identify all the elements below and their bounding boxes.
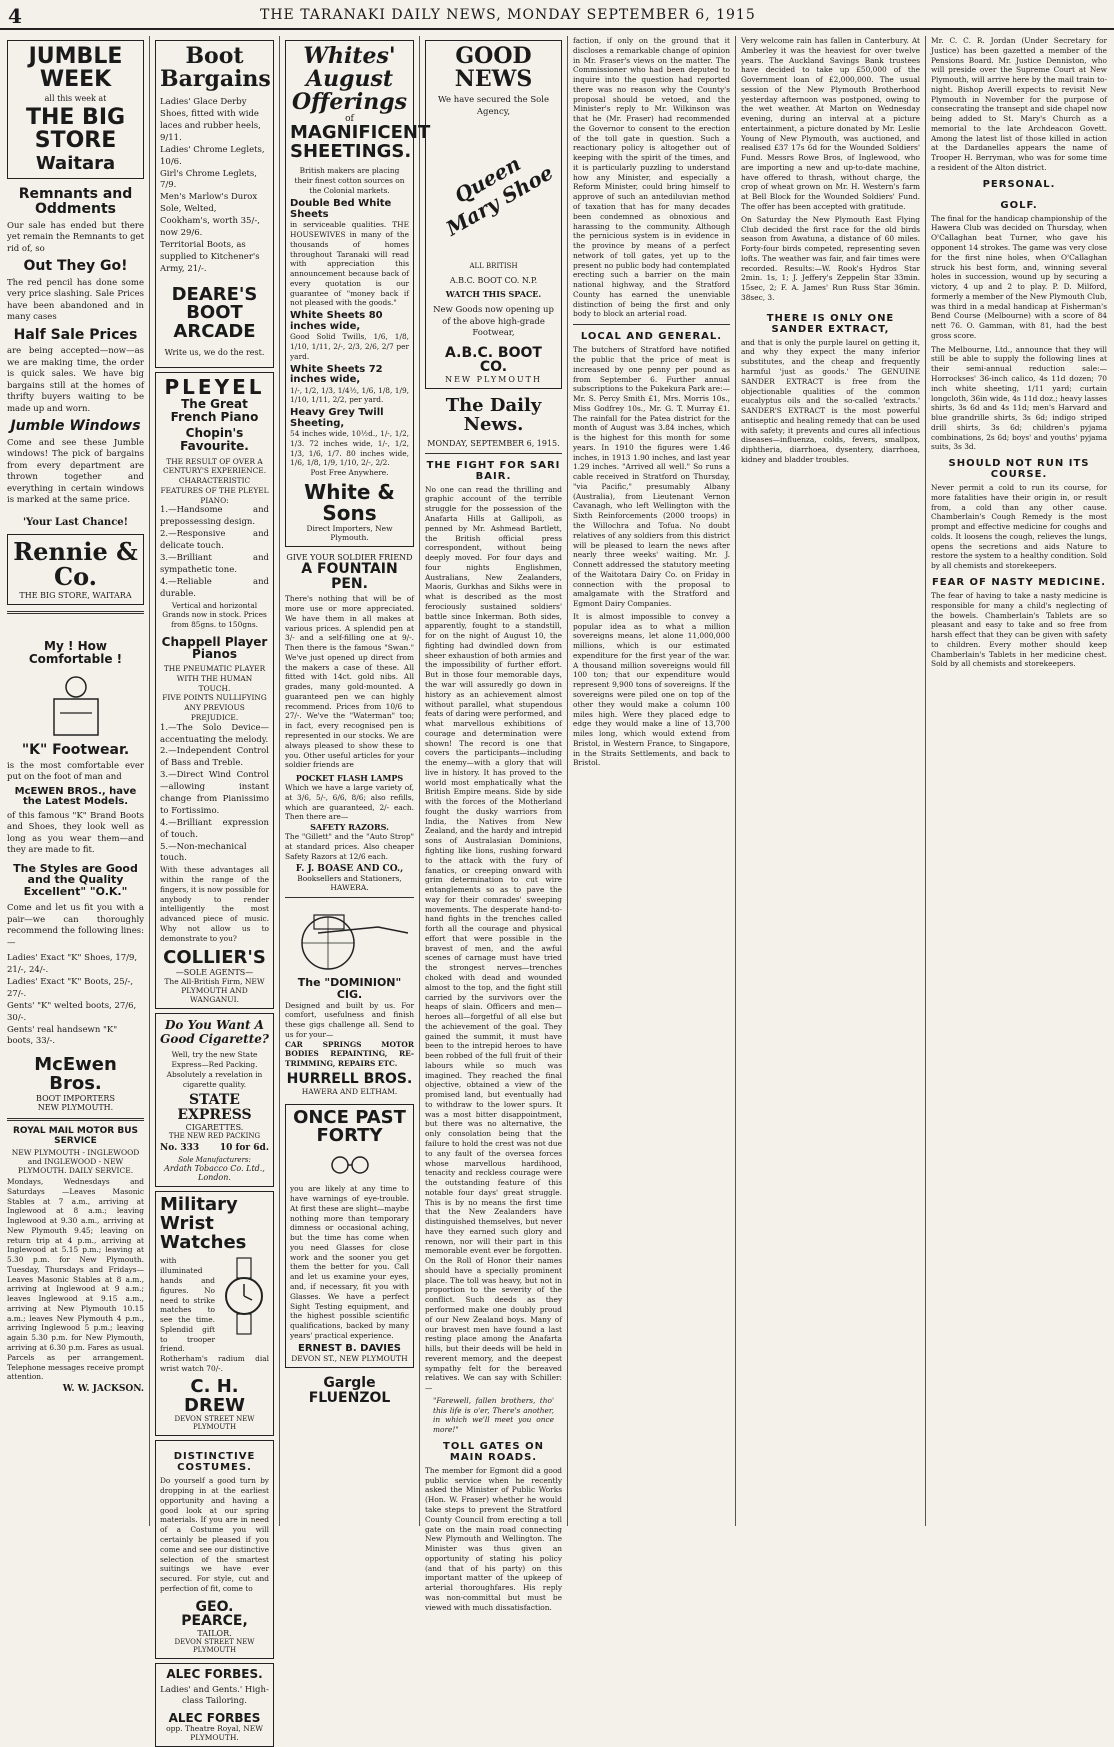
list-item: 4.—Reliable and durable. <box>160 576 269 599</box>
shoes-body: New Goods now opening up of the above high-grade Footwear, <box>433 305 554 339</box>
sander-body: and that is only the purple laurel on getting it, and why they expect the many inferior substitutes, and the cheap and frequently harmful 'just as goods.' The GENUINE SANDER EXTRACT is free from the objectionable qualities of the common eucalyptus oils and the so-called 'extracts.' SANDER'S EXTRACT is the most powerful antiseptic and healing remedy that can be used with safety; it prevents and cures all infectious diseases—influenza, colds, fevers, smallpox, diphtheria, diarrhoea, dysentery, diarrhoea, kidney and bladder troubles. <box>741 337 920 464</box>
chopin-title: Chopin's Favourite. <box>180 426 249 453</box>
list-item: Ladies' Chrome Leglets, 10/6. <box>160 144 265 167</box>
collier-name: COLLIER'S <box>163 947 266 969</box>
chappell-points <box>160 723 269 866</box>
pearce-name: GEO. PEARCE, <box>181 1598 248 1630</box>
whites-intro: British makers are placing their finest cotton sources on the Colonial markets. <box>294 166 405 195</box>
drew-addr: DEVON STREET NEW PLYMOUTH <box>174 1415 255 1432</box>
costumes-body: Do yourself a good turn by dropping in at the earliest opportunity and having a good look at our spring materials. If you are in need of a Costume you will certainly be pleased if you come and see our distinctive selection of the smartest suitings we have ever secured. For style, cut and perfection of fit, come to <box>160 1476 269 1593</box>
mcewen-town: NEW PLYMOUTH. <box>37 1103 114 1113</box>
wrist-watch-icon <box>219 1256 269 1336</box>
mcewen-line: McEWEN BROS., have the Latest Models. <box>14 785 137 808</box>
dominion-list: CAR SPRINGS MOTOR BODIES REPAINTING, RE-TRIMMING, REPAIRS ETC. <box>285 1039 414 1069</box>
personal-head: PERSONAL. <box>982 178 1056 190</box>
list-item: 2.—Independent Control of Bass and Treble. <box>160 746 269 769</box>
styles-title: The Styles are Good and the Quality Excellent" "O.K." <box>13 861 138 898</box>
comfort-title: My ! How Comfortable ! <box>28 638 123 666</box>
man-in-armchair-icon <box>46 669 106 739</box>
k-lines <box>7 953 144 1048</box>
sheets-72-body: 1/-, 1/2, 1/3, 1/4½, 1/6, 1/8, 1/9, 1/10, 1/11, 2/2, per yard. <box>290 385 409 405</box>
good-news-title: GOOD NEWS <box>454 43 533 93</box>
collier-agents: —SOLE AGENTS— <box>175 968 254 978</box>
post-free: Post Free Anywhere. <box>310 468 389 478</box>
fear-body: The fear of having to take a nasty medicine is responsible for many a child's neglecting of the bowels. Chamberlain's Tablets are so pleasant and easy to take and so free from harsh effect that they can be given with safety to children. Every mother should keep Chamberlain's Tablets in her medicine chest. Sold by all chemists and storekeepers. <box>931 590 1107 669</box>
forbes-name: ALEC FORBES <box>168 1710 261 1725</box>
twill-title: Heavy Grey Twill Sheeting, <box>290 407 384 429</box>
white-sons-name: White & Sons <box>304 479 395 525</box>
dominion-body: Designed and built by us. For comfort, usefulness and finish these gigs challenge all. Send to us for your— <box>285 1000 414 1039</box>
abc-town: NEW PLYMOUTH <box>445 374 542 384</box>
chappell-title: Chappell Player Pianos <box>161 634 268 662</box>
last-chance: 'Your Last Chance! <box>22 516 129 528</box>
list-item: Ladies' Exact "K" Boots, 25/-, 27/-. <box>7 976 134 999</box>
whites-of: of <box>345 114 354 125</box>
boase-sub: Booksellers and Stationers, HAWERA. <box>297 874 402 893</box>
se-maker: Sole Manufacturers: <box>178 1155 251 1164</box>
fear-head: FEAR OF NASTY MEDICINE. <box>931 576 1107 588</box>
white-sons-sub: Direct Importers, New Plymouth. <box>306 523 393 542</box>
tolls-body: The member for Egmont did a good public service when he recently asked the Minister of Public Works (Hon. W. Fraser) whether he would take steps to prevent the Stratford County Council from erecting a toll gate on the main road connecting New Plymouth and Wellington. The Minister was thus given an opportunity of stating his policy (and that of his party) on this important matter of the upkeep of arterial thoroughfares. His reply was non-committal but must be viewed with much dissatisfaction. <box>425 1465 562 1612</box>
column-6 <box>736 36 926 1526</box>
pleyel-title: PLEYEL <box>164 375 265 400</box>
pleyel-features <box>160 505 269 600</box>
whites-magnificent: MAGNIFICENT SHEETINGS. <box>290 122 431 163</box>
mail-body: Mondays, Wednesdays and Saturdays —Leaves Masonic Stables at 7 a.m., arriving at Inglewood at 8 a.m.; leaving Inglewood at 9.30 a.m., arriving at New Plymouth 9.45; leaving on return trip at 4 p.m., arriving at Inglewood at 5.15 p.m.; leaving at 5.30 p.m. for New Plymouth. Tuesday, Thursdays and Fridays—Leaves Masonic Stables at 8 a.m., arriving at Inglewood at 9 a.m.; leaves Inglewood at 9.15 a.m., arriving at New Plymouth 10.15 a.m.; leaves New Plymouth 4 p.m., arriving Inglewood 5 p.m.; leaving again 5.30 p.m. for New Plymouth, arriving at 6.30 p.m. Fares as usual. Parcels as per arrangement. Telephone messages receive prompt attention. <box>7 1176 144 1382</box>
page-number: 4 <box>8 4 22 28</box>
brand-sub: ALL BRITISH <box>469 262 518 271</box>
deare-sub: Write us, we do the rest. <box>164 348 265 358</box>
column-5 <box>568 36 736 1526</box>
boot-bargains-title: Boot Bargains <box>160 43 271 93</box>
list-item: Territorial Boots, as supplied to Kitchener's Army, 21/-. <box>160 239 260 274</box>
abc-label: A.B.C. BOOT CO. N.P. <box>449 276 538 286</box>
se-number: No. 333 <box>160 1142 200 1153</box>
forbes-title: ALEC FORBES. <box>166 1666 263 1681</box>
boot-items <box>160 97 269 275</box>
forty-body: you are likely at any time to have warnings of eye-trouble. At first these are slight—maybe nothing more than temporary dimness or occasional aching, but the time has come when you need Glasses for close work and the sooner you get them the better for you. Call and let us examine your eyes, and, if necessary, fit you with Glasses. We have a perfect Sight Testing equipment, and the highest possible scientific qualifications, backed by many years' practical experience. <box>290 1184 409 1340</box>
forty-title: ONCE PAST FORTY <box>293 1106 406 1147</box>
watch-space: WATCH THIS SPACE. <box>445 289 542 300</box>
whites-title: Whites' August Offerings <box>291 43 408 116</box>
sheets-80-body: Good Solid Twills, 1/6, 1/8, 1/10, 1/11, 2/-, 2/3, 2/6, 2/7 per yard. <box>290 332 409 361</box>
local-body2: It is almost impossible to convey a popular idea as to what a million sovereigns means, let alone 11,000,000 millions, which is our estimated expenditure for the first year of the war. A thousand million sovereigns would fill 100 ton; that our expenditure would represent 9,900 tons of sovereigns. If the sovereigns were piled one on top of the other they would make a column 100 miles high. Were they placed edge to edge they would make a line of 13,700 miles long, which would extend from Bristol, in Western France, to Singapore, in the Straits Settlements, and back to Bristol. <box>573 611 730 768</box>
rennie-name: Rennie & Co. <box>13 536 138 591</box>
col7-body: Mr. C. C. R. Jordan (Under Secretary for Justice) has been gazetted a member of the Pensions Board. Mr. Justice Denniston, who will preside over the Supreme Court at New Plymouth, will arrive here by the mail train to-night. Bishop Averill expects to revisit New Plymouth in November for the purpose of consecrating the transept and side chapel now being added to St. Mary's Church as a memorial to the late Archdeacon Govett. Among the latest list of those killed in action at the Dardanelles appears the name of Trooper H. Berryman, who was for some time a resident of the Alton district. <box>931 36 1107 172</box>
melbourne-body: The Melbourne, Ltd., announce that they will still be able to supply the following lines at their semi-annual reduction sale:—Horrockses' 36-inch calico, 4s 11d dozen; 70 inch white sheeting, 1/11 yard; curtain longcloth, 36in wide, 4s 11d doz.; heavy lasses shirts, 3s 6d and 4s 11d; men's Harvard and blue grandrille shirts, 3s 6d; indigo striped drill shirts, 3s 6d; children's pyjama combinations, 2s 6d; boys' and youths' pyjama suits, 3s 3d. <box>931 344 1107 452</box>
poem: "Farewell, fallen brothers, tho' this life is o'er, There's another, in which we'll meet you once more!" <box>433 1395 554 1435</box>
sheets-72-title: White Sheets 72 inches wide, <box>290 363 383 386</box>
pleyel-sub: The Great French Piano <box>170 397 259 424</box>
chappell-five: FIVE POINTS NULLIFYING ANY PREVIOUS PREJUDICE. <box>162 693 267 722</box>
come-body: Come and let us fit you with a pair—we can thoroughly recommend the following lines:— <box>7 903 144 948</box>
windows-body: Come and see these Jumble windows! The pick of bargains from every department are thrown together and everything in certain windows is marked at the same price. <box>7 437 144 506</box>
fight-body: No one can read the thrilling and graphic account of the terrible struggle for the possession of the Anafarta Hills at Gallipoli, as penned by Mr. Ashmead Bartlett, the British official press correspondent, without being deeply moved. For four days and four nights Englishmen, Australians, New Zealanders, Maoris, Gurkhas and Sikhs were in what is described as the most ferociously sustained soldiers' battle since Inkerman. Both sides, apparently, fought to a standstill, for on the night of August 10, the fighting had dwindled down from sheer exhaustion of both armies and the impossibility of further effort. But in those four memorable days, the war will assuredly go down in history as an achievement almost without parallel, what stupendous feats of daring were performed, and what marvellous exhibitions of courage and determination were shown! The record is one that covers the participants—including the enemy—with a glory that will live in history. It has proved to the world most emphatically what the British Empire means. Side by side with the forces of the Motherland fought the dusky warriors from India, the Natives from New Zealand, and the hardy and intrepid sons of Australasian Dominions, fighting like lions, rushing forward to the attack with the fury of fanatics, or creeping onward with grim determination to cut wire entanglements so as to pave the way for their comrades' sweeping movements. The desperate hand-to-hand fights in the trenches called forth all the courage and physical effort that were possible in the bravest of men, and the awful scenes of carnage must have tried the strongest nerves—trenches choked with dead and wounded almost to the top, and the fight still carried by the survivors over the heaps of slain. Officers and men—heroes all—forgetful of all else but the achievement of the goal. They gained the summit, it must have been to the intrepid heroes to have been robbed of the full fruit of their labours while so much was imagined. They reached the final objective, obtained a view of the promised land, but eventually had to withdraw to the lower spurs. It was a most bitter disappointment, but there was no alternative, the only consolation being that the failure to hold the crest was not due to any fault of the oversea forces whose marvellous hardihood, tenacity and reckless courage were the outstanding feature of this notable four days' great struggle. This is by no means the first time that the New Zealanders have distinguished themselves, but never have they earned such glory and renown, nor will their part in this memorable event ever be forgotten. On the Roll of Honor their names should have a specially prominent place. The toll was heavy, but not in proportion to the severity of the conflict. Such deeds as they performed make one doubly proud of our New Zealand boys. Many of our bravest men have found a last resting place among the Anafarta hills, but their deeds will be held in reverent memory, and the deepest sympathy felt for the bereaved relatives. We can say with Schiller:— <box>425 484 562 1393</box>
davies-name: ERNEST B. DAVIES <box>298 1342 401 1354</box>
newspaper-title: THE TARANAKI DAILY NEWS, MONDAY SEPTEMBER 6, 1915 <box>260 7 756 23</box>
razors-title: SAFETY RAZORS. <box>310 822 389 833</box>
list-item: 3.—Direct Wind Control—allowing instant change from Pianissimo to Fortissimo. <box>160 770 269 816</box>
list-item: 2.—Responsive and delicate touch. <box>160 529 269 552</box>
list-item: 5.—Non-mechanical touch. <box>160 841 247 864</box>
rennie-sub: THE BIG STORE, WAITARA <box>19 590 132 600</box>
se-cig: CIGARETTES. <box>185 1122 244 1132</box>
boase-name: F. J. BOASE AND CO., <box>295 864 404 875</box>
abc-name: A.B.C. BOOT CO. <box>445 344 542 376</box>
masthead <box>0 0 1114 30</box>
eye-glasses-icon <box>330 1150 370 1180</box>
out-title: Out They Go! <box>23 258 128 275</box>
list-item: Ladies' Exact "K" Shoes, 17/9, 21/-, 24/-. <box>7 953 138 976</box>
local-body: The butchers of Stratford have notified the public that the price of meat is increased by one penny per pound as from September 6. Further annual subscriptions to the Pukekura Park are:—Mr. S. Percy Smith £1, Mrs. Morris 10s., Miss Godfrey 10s., Mr. G. T. Murray £1. The rainfall for the Patea district for the month of August was 3.84 inches, which is the highest for this month for some years. In 1910 the figures were 1.46 inches, in 1913 1.90 inches, and last year 1.29 inches. "Arrived all well." So runs a cable received in Stratford on Thursday, "via Pacific," presumably Albany (Australia), from Lieutenant Vernon Cavanagh, who left Wellington with the Sixth Reinforcements (2000 troops) in the Willochra and Tofua. No doubt relatives of any soldiers from this district will be pleased to learn the news after nearly three weeks' waiting. Mr. J. Connett addressed the statutory meeting of the Waitotara Dairy Co. on Friday in connection with the proposal to amalgamate with the Stratford and Egmont Dairy Companies. <box>573 345 730 609</box>
local-title: LOCAL AND GENERAL. <box>580 331 723 343</box>
dominion-title: The "DOMINION" CIG. <box>297 976 402 1001</box>
column-3 <box>280 36 431 1526</box>
fight-title: THE FIGHT FOR SARI BAIR. <box>426 459 561 482</box>
list-item: 3.—Brilliant and sympathetic tone. <box>160 552 269 575</box>
nasty-head: SHOULD NOT RUN ITS COURSE. <box>948 458 1090 481</box>
store-town: Waitara <box>35 153 116 175</box>
wrist-body: with illuminated hands and figures. No need to strike matches to see the time. Splendid gift to trooper friend. <box>160 1256 215 1354</box>
k-body: is the most comfortable ever put on the foot of man and <box>7 760 144 783</box>
mcewen-sub: BOOT IMPORTERS <box>36 1094 115 1104</box>
sander-head: THERE IS ONLY ONE SANDER EXTRACT, <box>766 312 895 335</box>
mail-sign: W. W. JACKSON. <box>62 1384 144 1395</box>
windows-title: Jumble Windows <box>10 418 141 435</box>
gargle-fluenzol: Gargle FLUENZOL <box>308 1375 391 1406</box>
jumble-sub: all this week at <box>44 94 107 104</box>
pen-body: There's nothing that will be of more use or more appreciated. We have them in all makes at various prices. A splendid pen at 3/- and a self-filling one at 9/-. Then there is the famous "Swan." We've just opened up direct from the makers a case of these. All fitted with 14ct. gold nibs. All grades, many gold-mounted. A guaranteed pen we can highly recommend. Prices from 10/6 to 27/-. We've the "Waterman" too; in fact, every recognised pen is represented in our stocks. We are always pleased to show these to you. Other useful articles for your soldier friends are <box>285 594 414 770</box>
forbes-line: Ladies' and Gents.' High-class Tailoring. <box>160 1684 269 1707</box>
pearce-addr: DEVON STREET NEW PLYMOUTH <box>174 1637 255 1654</box>
good-news-secured: We have secured the Sole Agency, <box>437 95 550 117</box>
list-item: 4.—Brilliant expression of touch. <box>160 817 269 840</box>
se-brand: STATE EXPRESS <box>177 1092 252 1124</box>
drew-name: C. H. DREW <box>184 1375 245 1416</box>
forbes-addr: opp. Theatre Royal, NEW PLYMOUTH. <box>166 1724 263 1743</box>
list-item: Gents' real handsewn "K" boots, 33/-. <box>7 1024 118 1047</box>
davies-sub: DEVON ST., NEW PLYMOUTH <box>291 1354 408 1364</box>
mail-title: ROYAL MAIL MOTOR BUS SERVICE <box>13 1126 138 1146</box>
tolls-continued: faction, if only on the ground that it discloses a remarkable change of opinion in Mr. Fraser's views on the matter. The Commissioner who had been deputed to inquire into the question had reported there was no reason why the County's proposal should be vetoed, and the Minister's reply to Mr. Wilkinson was that he (Mr. Fraser) had recommended the Governor to consent to the erection of the toll gate in question. Such a reactionary policy is altogether out of keeping with the spirit of the times, and it is particularly puzzling to understand how any Minister, and especially a Reform Minister, could bring himself to approve of such an antediluvian method of taxation that has for many decades been condemned as obnoxious and harassing to the community. Although the pernicious system is in evidence in the province by means of a perfect network of toll gates, yet up to the present no public body had contemplated erecting such a barrier on the main national highway, and the Stratford County has earned the unenviable distinction of being the first and only body to block an arterial road. <box>573 36 730 319</box>
column-1 <box>2 36 150 1526</box>
pen-lamps-body: Which we have a large variety of, at 3/6, 5/-, 6/6, 8/6; also refills, which are guaranteed, 2/- each. Then there are— <box>285 783 414 822</box>
wrist-body2: Rotherham's radium dial wrist watch 70/-. <box>160 1354 269 1373</box>
deare-name: DEARE'S BOOT ARCADE <box>171 283 258 343</box>
mail-route: NEW PLYMOUTH - INGLEWOOD and INGLEWOOD - NEW PLYMOUTH. DAILY SERVICE. <box>11 1147 140 1175</box>
gig-carriage-icon <box>288 903 412 973</box>
chappell-sub: THE PNEUMATIC PLAYER WITH THE HUMAN TOUCH. <box>163 664 266 693</box>
half-title: Half Sale Prices <box>13 326 138 343</box>
list-item: Men's Marlow's Durox Sole, Welted, Cookham's, worth 35/-, now 29/6. <box>160 192 260 238</box>
nasty-body: Never permit a cold to run its course, for more fatalities have their origin in, or result from, a cold than any other cause. Chamberlain's Cough Remedy is the most prompt and effective medicine for coughs and colds. It loosens the cough, relieves the lungs, opens the secretions and aids Nature to restore the system to a healthy condition. Sold by all chemists and storekeepers. <box>931 483 1107 571</box>
brand-name: Queen Mary Shoe <box>441 151 558 241</box>
paper-title: The Daily News. <box>445 394 542 435</box>
k-body2: of this famous "K" Brand Boots and Shoes, they look well as long as you wear them—and they are made to fit. <box>7 810 144 856</box>
pleyel-result: THE RESULT OF OVER A CENTURY'S EXPERIENCE. CHARACTERISTIC FEATURES OF THE PLEYEL PIANO: <box>160 456 269 505</box>
list-item: Gents' "K" welted boots, 27/6, 30/-. <box>7 1000 137 1023</box>
pearce-trade: TAILOR. <box>197 1628 232 1638</box>
golf-head: GOLF. <box>1000 199 1038 211</box>
hurrell-addr: HAWERA AND ELTHAM. <box>301 1086 398 1096</box>
pleyel-price: Vertical and horizontal Grands now in stock. Prices from 85gns. to 150gns. <box>162 600 267 630</box>
razors-body: The "Gillett" and the "Auto Strop" at standard prices. Also cheaper Safety Razors at 12/6 each. <box>285 832 414 861</box>
list-item: Girl's Chrome Leglets, 7/9. <box>160 168 257 191</box>
k-footwear-title: "K" Footwear. <box>21 742 130 759</box>
col6-body: Very welcome rain has fallen in Canterbury. At Amberley it was the heaviest for over twelve years. The Auckland Savings Bank trustees have decided to take up £50,000 of the Government loan of £2,000,000. The usual session of the New Plymouth Brotherhood yesterday afternoon was postponed, owing to the wet weather. At Marton on Wednesday evening, during an interval at a picture entertainment, a picture donated by Mr. Leslie Young of New Plymouth, was auctioned, and realised £37 17s 6d for the Wounded Soldiers' Fund. Messrs Rowe Bros, of Inglewood, who are importing a new and up-to-date machine, have offered to thrash, without charge, the crop of wheat grown on Mr. H. Western's farm at Bell Block for the Wounded Soldiers' Fund. The offer has been accepted with gratitude. <box>741 36 920 212</box>
cig-body: Well, try the new State Express—Red Packing. Absolutely a revelation in cigarette quality. <box>166 1050 263 1089</box>
paper-date: MONDAY, SEPTEMBER 6, 1915. <box>427 438 560 448</box>
pen-title: A FOUNTAIN PEN. <box>301 560 398 592</box>
cig-title: Do You Want A Good Cigarette? <box>160 1018 269 1047</box>
store-name: THE BIG STORE <box>25 105 126 154</box>
remnants-title: Remnants and Oddments <box>18 186 133 217</box>
se-pack: THE NEW RED PACKING <box>168 1131 261 1140</box>
out-body: The red pencil has done some very price slashing. Sale Prices have been abandoned and in many cases <box>7 277 144 323</box>
costumes-title: DISTINCTIVE COSTUMES. <box>173 1451 256 1474</box>
col6-body2: On Saturday the New Plymouth East Flying Club decided the first race for the old birds season from Awatuna, a distance of 60 miles. Forty-four birds competed, representing seven lofts. The weather was fair, and fair times were recorded. Results:—W. Rook's Hydros Star 2min. 1s, 1; J. Jeffery's Zeppelin Star 33min. 15sec, 2; F. A. James' Run Russ Star 36min. 38sec, 3. <box>741 214 920 302</box>
se-price: 10 for 6d. <box>219 1142 269 1153</box>
hurrell-name: HURRELL BROS. <box>286 1070 413 1087</box>
wrist-title: Military Wrist Watches <box>160 1193 247 1253</box>
list-item: 1.—The Solo Device—accentuating the melody. <box>160 722 269 745</box>
double-bed-body: in serviceable qualities. THE HOUSEWIVES in many of the thousands of homes throughout Taranaki will read with appreciation this announcement because back of every quotation is our guarantee of "money back if not pleased with the goods." <box>290 220 409 308</box>
list-item: 1.—Handsome and prepossessing design. <box>160 505 269 528</box>
collier-sub: The All-British Firm, NEW PLYMOUTH AND WANGANUI. <box>164 977 265 1005</box>
twill-body: 54 inches wide, 10½d., 1/-, 1/2, 1/3. 72 inches wide, 1/-, 1/2, 1/3, 1/6, 1/7. 80 inches wide, 1/6, 1/8, 1/9, 1/10, 2/-, 2/2. <box>290 429 409 468</box>
pen-small: GIVE YOUR SOLDIER FRIEND <box>286 552 413 562</box>
jumble-title: JUMBLE WEEK <box>28 44 123 93</box>
list-item: Ladies' Glace Derby Shoes, fitted with wide laces and rubber heels, 9/11. <box>160 97 261 143</box>
half-body: are being accepted—now—as we are making time, the order is quick sales. We have big bargains still at the homes of thrifty buyers waiting to be made up and worn. <box>7 346 144 414</box>
pen-lamps: POCKET FLASH LAMPS <box>295 773 404 784</box>
double-bed-title: Double Bed White Sheets <box>290 198 392 220</box>
remnants-body: Our sale has ended but there yet remain the Remnants to get rid of, so <box>7 220 144 254</box>
mcewen-name: McEwen Bros. <box>34 1054 117 1095</box>
tolls-title: TOLL GATES ON MAIN ROADS. <box>443 1440 544 1463</box>
sheets-80-title: White Sheets 80 inches wide, <box>290 310 383 332</box>
column-2 <box>150 36 280 1743</box>
column-7 <box>926 36 1112 1526</box>
chappell-body: With these advantages all within the range of the fingers, it is now possible for anybody to render intelligently the most advanced piece of music. Why not allow us to demonstrate to you? <box>160 865 269 943</box>
se-firm: Ardath Tobacco Co. Ltd., London. <box>164 1163 265 1182</box>
column-4 <box>420 36 568 1612</box>
golf-body: The final for the handicap championship of the Hawera Club was decided on Thursday, when O'Callaghan beat Turner, who gave his opponent 14 strokes. The game was very close for the first nine holes, when O'Callaghan struck his best form, and, winning several holes in succession, wound up by securing a victory, 4 up and 2 to play. P. D. Milford, formerly a member of the New Plymouth Club, was third in a medal handicap at Fisherman's Bend Course (Melbourne) with a score of 84 nett 76. O. Gamman, with 81, had the best gross score. <box>931 213 1107 340</box>
